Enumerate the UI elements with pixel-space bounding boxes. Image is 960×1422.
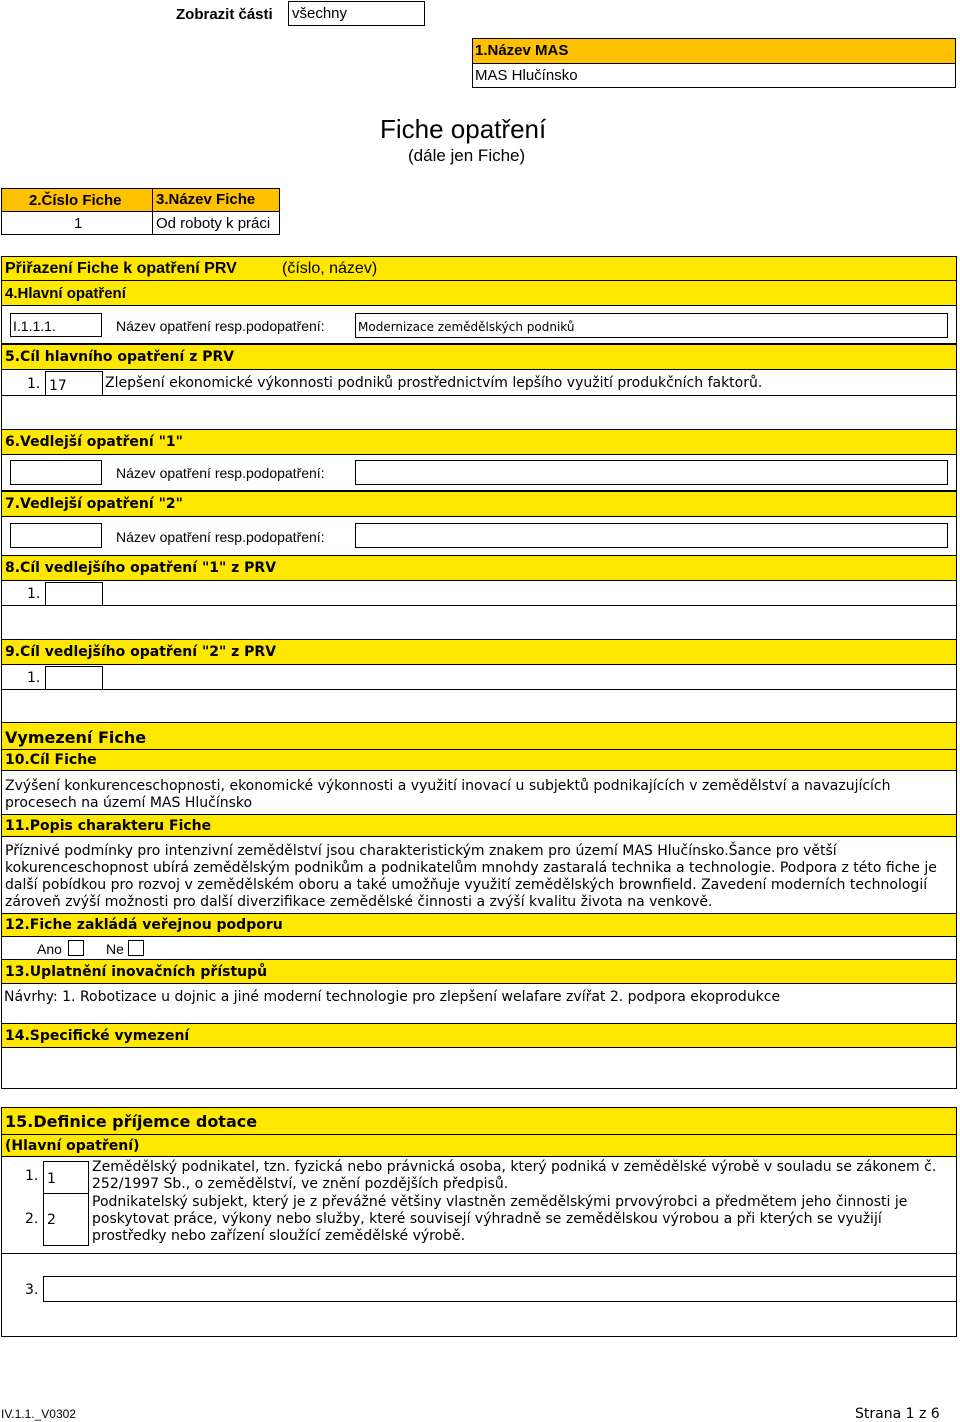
specific-header	[1, 1023, 957, 1048]
main-goal-spacer	[1, 395, 957, 430]
beneficiary-1-text-line2: 252/1997 Sb., o zemědělství, ve znění pozdějších předpisů.	[92, 1176, 509, 1192]
beneficiary-header	[1, 1107, 957, 1135]
public-support-yes-checkbox[interactable]	[68, 940, 84, 956]
specific-box[interactable]	[1, 1047, 957, 1089]
side-measure-1-name-label: Název opatření resp.podopatření:	[116, 465, 325, 481]
public-support-label: 12.Fiche zakládá veřejnou podporu	[5, 917, 283, 933]
assignment-title: Přiřazení Fiche k opatření PRV	[5, 260, 237, 277]
public-support-yes-label: Ano	[37, 941, 62, 957]
side-goal-1-index: 1.	[27, 586, 41, 602]
main-goal-header	[1, 344, 957, 370]
beneficiary-3-field[interactable]	[43, 1276, 957, 1302]
main-goal-index: 1.	[27, 376, 41, 392]
innovation-label: 13.Uplatnění inovačních přístupů	[5, 964, 268, 980]
innovation-header	[1, 959, 957, 984]
beneficiary-1-code-cell	[43, 1161, 89, 1194]
main-goal-text: Zlepšení ekonomické výkonnosti podniků prostřednictvím lepšího využití produkčních faktorů.	[105, 375, 763, 391]
side-measure-1-label: 6.Vedlejší opatření "1"	[5, 434, 183, 450]
show-parts-select[interactable]: všechny	[288, 1, 425, 26]
fiche-goal-header	[1, 749, 957, 771]
beneficiary-2-code-cell	[43, 1193, 89, 1246]
footer-page-number: Strana 1 z 6	[855, 1406, 940, 1422]
beneficiary-1-text-line1: Zemědělský podnikatel, tzn. fyzická nebo právnická osoba, který podniká v zemědělské výrobě v souladu se zákonem č.	[92, 1159, 937, 1175]
fiche-desc-label: 11.Popis charakteru Fiche	[5, 818, 212, 834]
side-measure-2-code[interactable]	[10, 523, 102, 548]
fiche-number-label-cell	[1, 188, 153, 212]
main-measure-name-label: Název opatření resp.podopatření:	[116, 318, 325, 334]
public-support-header	[1, 913, 957, 937]
main-measure-code: I.1.1.1.	[10, 313, 102, 337]
fiche-goal-label: 10.Cíl Fiche	[5, 752, 97, 768]
fiche-name-value: Od roboty k práci	[156, 215, 271, 232]
show-parts-label: Zobrazit části	[176, 6, 273, 23]
side-goal-2-index: 1.	[27, 670, 41, 686]
fiche-name-cell	[152, 211, 280, 235]
beneficiary-2-text-line1: Podnikatelský subjekt, který je z převážné většiny vlastněn zemědělskými prvovýrobci a předmětem jeho činnosti je	[92, 1194, 908, 1210]
public-support-row	[1, 936, 957, 960]
fiche-number-value: 1	[74, 215, 83, 232]
fiche-goal-text: Zvýšení konkurenceschopnosti, ekonomické výkonnosti a využití inovací u subjektů podnikajících v zemědělství a navazujících procesech na území MAS Hlučínsko	[5, 778, 891, 811]
side-goal-1-header	[1, 555, 957, 581]
side-goal-2-label: 9.Cíl vedlejšího opatření "2" z PRV	[5, 644, 277, 660]
beneficiary-1-index: 1.	[25, 1168, 39, 1184]
beneficiary-sub-label: (Hlavní opatření)	[5, 1138, 140, 1154]
fiche-number-cell	[1, 211, 153, 235]
side-goal-2-code[interactable]	[45, 666, 103, 690]
beneficiary-1-code: 1	[47, 1171, 56, 1187]
side-measure-2-header	[1, 491, 957, 517]
fiche-name-label: 3.Název Fiche	[156, 191, 256, 208]
side-measure-1-code[interactable]	[10, 460, 102, 485]
definition-header	[1, 722, 957, 750]
page-subtitle: (dále jen Fiche)	[408, 146, 526, 165]
side-goal-2-spacer	[1, 689, 957, 723]
mas-name-value: MAS Hlučínsko	[472, 63, 956, 88]
beneficiary-2-code: 2	[47, 1212, 56, 1228]
main-measure-header	[1, 280, 957, 306]
fiche-desc-text: Příznivé podmínky pro intenzivní zemědělství jsou charakteristickým znakem pro území MAS Hlučínsko.Šance pro větší kokurenceschopnost ubírá zemědělským podnikům a podnikatelům mnohdy zastaralá technika a technologie. Podpora z této fiche je další pobídkou pro rozvoj v zemědělském oboru a také umožňuje využití zemědělských brownfield. Zavedení moderních technologií zároveň zvýší možnosti pro další diverzifikace zemědělské činnosti a zvýší kvalitu života na venkově.	[5, 843, 937, 910]
side-measure-2-name[interactable]	[355, 523, 948, 548]
side-goal-1-row	[1, 580, 957, 606]
definition-title: Vymezení Fiche	[5, 728, 147, 747]
fiche-name-label-cell	[152, 188, 280, 212]
main-goal-label: 5.Cíl hlavního opatření z PRV	[5, 349, 235, 365]
beneficiary-title: 15.Definice příjemce dotace	[5, 1112, 258, 1131]
main-goal-code: 17	[45, 371, 103, 396]
side-measure-1-header	[1, 429, 957, 455]
side-goal-2-header	[1, 639, 957, 665]
beneficiary-2-index: 2.	[25, 1211, 39, 1227]
specific-label: 14.Specifické vymezení	[5, 1028, 190, 1044]
assignment-title-note: (číslo, název)	[282, 260, 378, 277]
main-measure-label: 4.Hlavní opatření	[5, 285, 126, 302]
side-goal-1-code[interactable]	[45, 582, 103, 606]
side-measure-2-label: 7.Vedlejší opatření "2"	[5, 496, 183, 512]
mas-name-label: 1.Název MAS	[472, 38, 956, 64]
public-support-no-checkbox[interactable]	[128, 940, 144, 956]
beneficiary-sub-header	[1, 1134, 957, 1157]
beneficiary-3-index: 3.	[25, 1282, 39, 1298]
main-measure-name: Modernizace zemědělských podniků	[355, 313, 948, 338]
innovation-text: Návrhy: 1. Robotizace u dojnic a jiné moderní technologie pro zlepšení welafare zvířat 2. podpora ekoprodukce	[4, 989, 781, 1005]
fiche-number-label: 2.Číslo Fiche	[29, 192, 122, 209]
side-goal-1-spacer	[1, 605, 957, 640]
side-measure-2-name-label: Název opatření resp.podopatření:	[116, 529, 325, 545]
fiche-desc-header	[1, 814, 957, 837]
side-goal-2-row	[1, 664, 957, 690]
side-measure-1-name[interactable]	[355, 460, 948, 485]
footer-doc-code: IV.1.1._V0302	[1, 1407, 76, 1421]
page-title: Fiche opatření	[380, 114, 547, 144]
public-support-no-label: Ne	[106, 941, 124, 957]
assignment-header	[1, 256, 957, 281]
side-goal-1-label: 8.Cíl vedlejšího opatření "1" z PRV	[5, 560, 277, 576]
beneficiary-2-text-line3: prostředky nebo zařízení sloužící zemědělské výrobě.	[92, 1228, 466, 1244]
beneficiary-2-text-line2: poskytovat práce, výkony nebo služby, které souvisejí výhradně se zemědělskou výrobou a při kterých se využijí	[92, 1211, 882, 1227]
